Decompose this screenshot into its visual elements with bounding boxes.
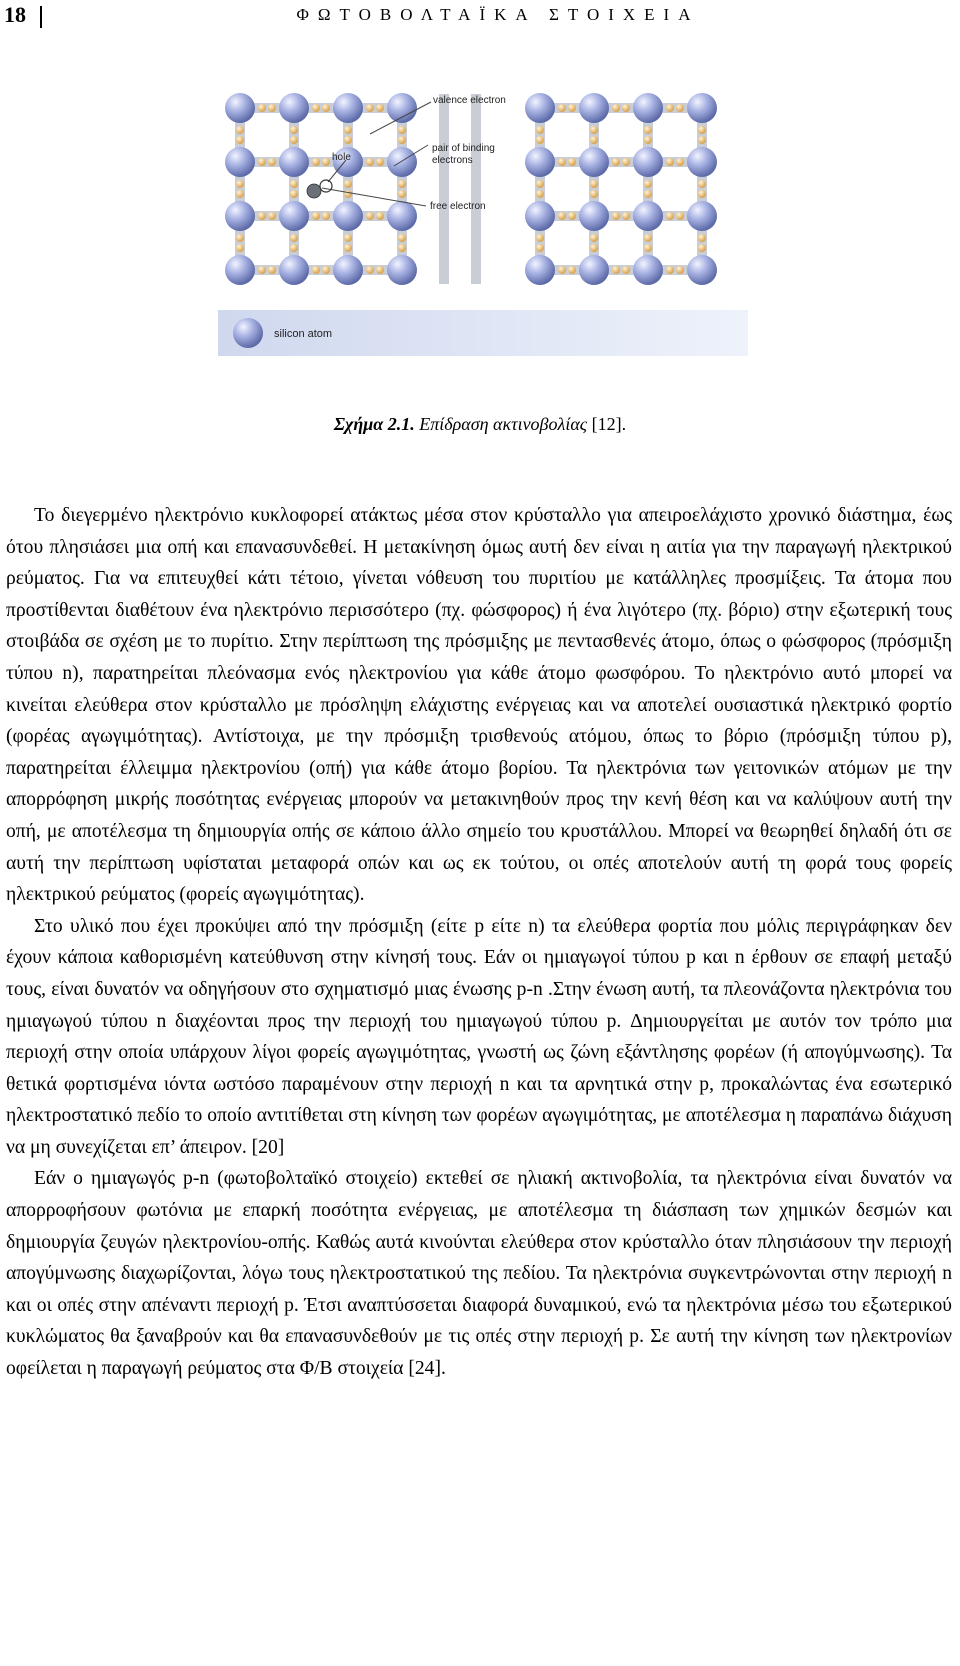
binding-electron [558, 158, 566, 166]
binding-electron [698, 190, 706, 198]
silicon-atom [279, 147, 309, 177]
binding-electron [590, 190, 598, 198]
silicon-atom [633, 93, 663, 123]
binding-electron [290, 244, 298, 252]
binding-electron [612, 104, 620, 112]
binding-electron [290, 136, 298, 144]
binding-electron [376, 158, 384, 166]
binding-electron [322, 266, 330, 274]
silicon-atom [225, 201, 255, 231]
binding-electron [312, 266, 320, 274]
binding-electron [676, 158, 684, 166]
silicon-atom [579, 201, 609, 231]
binding-electron [622, 212, 630, 220]
silicon-atom [387, 255, 417, 285]
page-header [0, 0, 960, 36]
silicon-atom [525, 147, 555, 177]
binding-electron [344, 244, 352, 252]
binding-electron [236, 190, 244, 198]
binding-electron [666, 212, 674, 220]
binding-electron [290, 190, 298, 198]
binding-electron [644, 136, 652, 144]
binding-electron [698, 126, 706, 134]
binding-electron [376, 212, 384, 220]
binding-electron [676, 266, 684, 274]
silicon-atom [633, 201, 663, 231]
binding-electron [376, 266, 384, 274]
caption-label: Σχήμα 2.1. [333, 414, 415, 434]
binding-electron [344, 180, 352, 188]
figure-caption [0, 414, 960, 435]
binding-electron [398, 244, 406, 252]
binding-electron [344, 190, 352, 198]
paragraph: Εάν ο ημιαγωγός p-n (φωτοβολταϊκό στοιχείο) εκτεθεί σε ηλιακή ακτινοβολία, τα ηλεκτρόνια είναι δυνατόν να απορροφήσουν φωτόνια με επαρκή ποσότητα ενέργειας, με αποτέλεσμα τη διάσπαση των χημικών δεσμών και δημιουργία ζευγών ηλεκτρονίου-οπής. Καθώς αυτά κινούνται ελεύθερα στον κρύσταλλο όταν πλησιάσουν την περιοχή απογύμνωσης διαχωρίζονται, λόγω τους ηλεκτροστατικού της πεδίου. Τα ηλεκτρόνια συγκεντρώνονται στην περιοχή n και οι οπές στην απέναντι περιοχή p. Έτσι αναπτύσσεται διαφορά δυναμικού, ενώ τα ηλεκτρόνια μέσω του εξωτερικού κυκλώματος θα ξαναβρούν και θα επανασυνδεθούν με τις οπές στην περιοχή p. Σε αυτή την κίνηση των ηλεκτρονίων οφείλεται η παραγωγή ρεύματος στα Φ/Β στοιχεία [24]. [6, 1168, 952, 1380]
binding-electron [558, 212, 566, 220]
silicon-atom [279, 201, 309, 231]
binding-electron [236, 234, 244, 242]
silicon-atom [687, 147, 717, 177]
binding-electron [590, 180, 598, 188]
silicon-atom [633, 147, 663, 177]
binding-electron [236, 244, 244, 252]
binding-electron [366, 104, 374, 112]
bond-grid [226, 94, 716, 284]
silicon-atom [687, 201, 717, 231]
binding-electron [622, 104, 630, 112]
binding-electron [590, 136, 598, 144]
silicon-atom [525, 93, 555, 123]
silicon-atom [279, 255, 309, 285]
binding-electron [398, 136, 406, 144]
binding-electron [590, 234, 598, 242]
binding-electron [536, 190, 544, 198]
label-free-electron: free electron [430, 201, 486, 212]
binding-electron [536, 180, 544, 188]
caption-text: Επίδραση ακτινοβολίας [419, 414, 588, 434]
silicon-atom [333, 255, 363, 285]
binding-electron [644, 234, 652, 242]
silicon-lattice-diagram [218, 78, 748, 408]
label-silicon-atom: silicon atom [274, 328, 333, 340]
binding-electron [366, 158, 374, 166]
binding-electron [676, 104, 684, 112]
binding-electron [676, 212, 684, 220]
silicon-atom [525, 201, 555, 231]
binding-electron [644, 244, 652, 252]
binding-electron [258, 212, 266, 220]
binding-electron [536, 126, 544, 134]
paragraph: Στο υλικό που έχει προκύψει από την πρόσμιξη (είτε p είτε n) τα ελεύθερα φορτία που μόλις περιγράφηκαν δεν έχουν κάποια καθορισμένη κατεύθυνση στην κίνησή τους. Εάν οι ημιαγωγοί τύπου p και n έρθουν σε επαφή μεταξύ τους, είναι δυνατόν να οδηγήσουν στο σχηματισμό μιας ένωσης p-n .Στην ένωση αυτή, τα πλεονάζοντα ηλεκτρόνια του ημιαγωγού τύπου n διαχέονται προς την περιοχή του ημιαγωγού τύπου p. Δημιουργείται με αυτόν τον τρόπο μια περιοχή στην οποία υπάρχουν λίγοι φορείς αγωγιμότητας, γνωστή ως ζώνη εξάντλησης φορέων (ή απογύμνωσης). Τα θετικά φορτισμένα ιόντα ωστόσο παραμένουν στην περιοχή n και τα αρνητικά στην p, προκαλώντας ένα εσωτερικό ηλεκτροστατικό πεδίο το οποίο αντιτίθεται στη κίνηση των φορέων αγωγιμότητας, με αποτέλεσμα η παραπάνω διάχυση να μη συνεχίζεται επ’ άπειρον. [20] [6, 915, 952, 1158]
silicon-atom [225, 255, 255, 285]
binding-electron [366, 266, 374, 274]
binding-electron [312, 212, 320, 220]
binding-electron [698, 136, 706, 144]
silicon-atom [279, 93, 309, 123]
binding-electron [666, 266, 674, 274]
paragraph: Το διεγερμένο ηλεκτρόνιο κυκλοφορεί ατάκτως μέσα στον κρύσταλλο για απειροελάχιστο χρονικό διάστημα, έως ότου πλησιάσει μια οπή και επανασυνδεθεί. Η μετακίνηση όμως αυτή δεν είναι η αιτία για την παραγωγή ηλεκτρικού ρεύματος. Για να επιτευχθεί κάτι τέτοιο, γίνεται νόθευση του πυριτίου με κατάλληλες προσμίξεις. Τα άτομα που προστίθενται διαθέτουν ένα ηλεκτρόνιο περισσότερο (πχ. φώσφορος) ή ένα λιγότερο (πχ. βόριο) στην εξωτερική τους στοιβάδα σε σχέση με το πυρίτιο. Στην περίπτωση της πρόσμιξης με πεντασθενές άτομο, όπως ο φώσφορος (πρόσμιξη τύπου n), παρατηρείται πλεόνασμα ενός ηλεκτρονίου για κάθε άτομο φωσφόρου. Το ηλεκτρόνιο αυτό μπορεί να κινείται ελεύθερα στον κρύσταλλο με πρόσληψη ελάχιστης ενέργειας και να αποτελεί ουσιαστικά ηλεκτρικό φορτίο (φορέας αγωγιμότητας). Αντίστοιχα, με την πρόσμιξη τρισθενούς ατόμου, όπως το βόριο (πρόσμιξη τύπου p), παρατηρείται έλλειμμα ηλεκτρονίου (οπή) για κάθε άτομο βορίου. Τα ηλεκτρόνια των γειτονικών ατόμων με την απορρόφηση μικρής ποσότητας ενέργειας μπορούν να μετακινηθούν προς την κενή θέση και να καλύψουν αυτή την οπή, με αποτέλεσμα τη δημιουργία οπής σε κάποιο άλλο σημείο του κρυστάλλου. Μπορεί να θεωρηθεί δηλαδή ότι σε αυτή την περίπτωση υφίσταται μεταφορά οπών και ως εκ τούτου, οι οπές αποτελούν αυτή τη φορά τους φορείς ηλεκτρικού ρεύματος (φορείς αγωγιμότητας). [6, 505, 952, 906]
binding-electron [622, 158, 630, 166]
page-number: 18 [4, 2, 26, 27]
binding-electron [398, 190, 406, 198]
binding-electron [698, 180, 706, 188]
binding-electron [290, 126, 298, 134]
binding-electron [568, 104, 576, 112]
silicon-atom [387, 201, 417, 231]
free-electron-marker [307, 184, 321, 198]
binding-electron [398, 180, 406, 188]
binding-electron [568, 158, 576, 166]
silicon-atom [687, 255, 717, 285]
binding-electron [398, 234, 406, 242]
binding-electron [666, 104, 674, 112]
binding-electron [236, 136, 244, 144]
silicon-atom [579, 255, 609, 285]
silicon-atom [333, 93, 363, 123]
header-divider [40, 6, 42, 28]
binding-electron [268, 104, 276, 112]
binding-electron [344, 234, 352, 242]
binding-electron [258, 266, 266, 274]
silicon-atom [579, 147, 609, 177]
binding-electron [398, 126, 406, 134]
label-hole: hole [332, 152, 351, 163]
binding-electron [568, 212, 576, 220]
binding-electron [344, 136, 352, 144]
binding-electron [290, 234, 298, 242]
binding-electron [268, 158, 276, 166]
binding-electron [258, 158, 266, 166]
binding-electron [322, 104, 330, 112]
binding-electron [344, 126, 352, 134]
binding-electron [366, 212, 374, 220]
caption-reference: [12]. [591, 414, 627, 434]
binding-electron [558, 266, 566, 274]
binding-electron [622, 266, 630, 274]
silicon-atom [387, 93, 417, 123]
label-valence-electron: valence electron [433, 95, 506, 106]
binding-electron [258, 104, 266, 112]
legend-atom-icon [233, 318, 263, 348]
binding-electron [312, 104, 320, 112]
hole-marker [320, 180, 332, 192]
silicon-atom [687, 93, 717, 123]
binding-electron [612, 158, 620, 166]
binding-electron [268, 266, 276, 274]
binding-electron [590, 244, 598, 252]
binding-electron [536, 234, 544, 242]
binding-electron [322, 212, 330, 220]
silicon-atom [633, 255, 663, 285]
binding-electron [558, 104, 566, 112]
binding-electron [698, 234, 706, 242]
free-electron-pointer [322, 188, 426, 206]
binding-electron [644, 190, 652, 198]
binding-electron [536, 136, 544, 144]
label-electrons: electrons [432, 155, 473, 166]
binding-electron [236, 180, 244, 188]
silicon-atom [525, 255, 555, 285]
binding-electron [698, 244, 706, 252]
silicon-atom [579, 93, 609, 123]
binding-electron [322, 158, 330, 166]
binding-electron [290, 180, 298, 188]
binding-electron [644, 180, 652, 188]
running-title: ΦΩΤΟΒΟΛΤΑΪΚΑ ΣΤΟΙΧΕΙΑ [296, 5, 700, 24]
label-pair-of-binding: pair of binding [432, 143, 495, 154]
binding-electron [376, 104, 384, 112]
binding-electron [590, 126, 598, 134]
body-text [6, 500, 952, 1385]
binding-electron [236, 126, 244, 134]
silicon-atom [333, 201, 363, 231]
binding-electron [312, 158, 320, 166]
binding-electron [268, 212, 276, 220]
binding-electron [644, 126, 652, 134]
binding-electron [666, 158, 674, 166]
silicon-atom [225, 147, 255, 177]
silicon-atom [387, 147, 417, 177]
binding-electron [536, 244, 544, 252]
silicon-atom [225, 93, 255, 123]
binding-electron [612, 212, 620, 220]
silicon-lattice-figure [218, 78, 748, 408]
binding-electron [568, 266, 576, 274]
binding-electron [612, 266, 620, 274]
